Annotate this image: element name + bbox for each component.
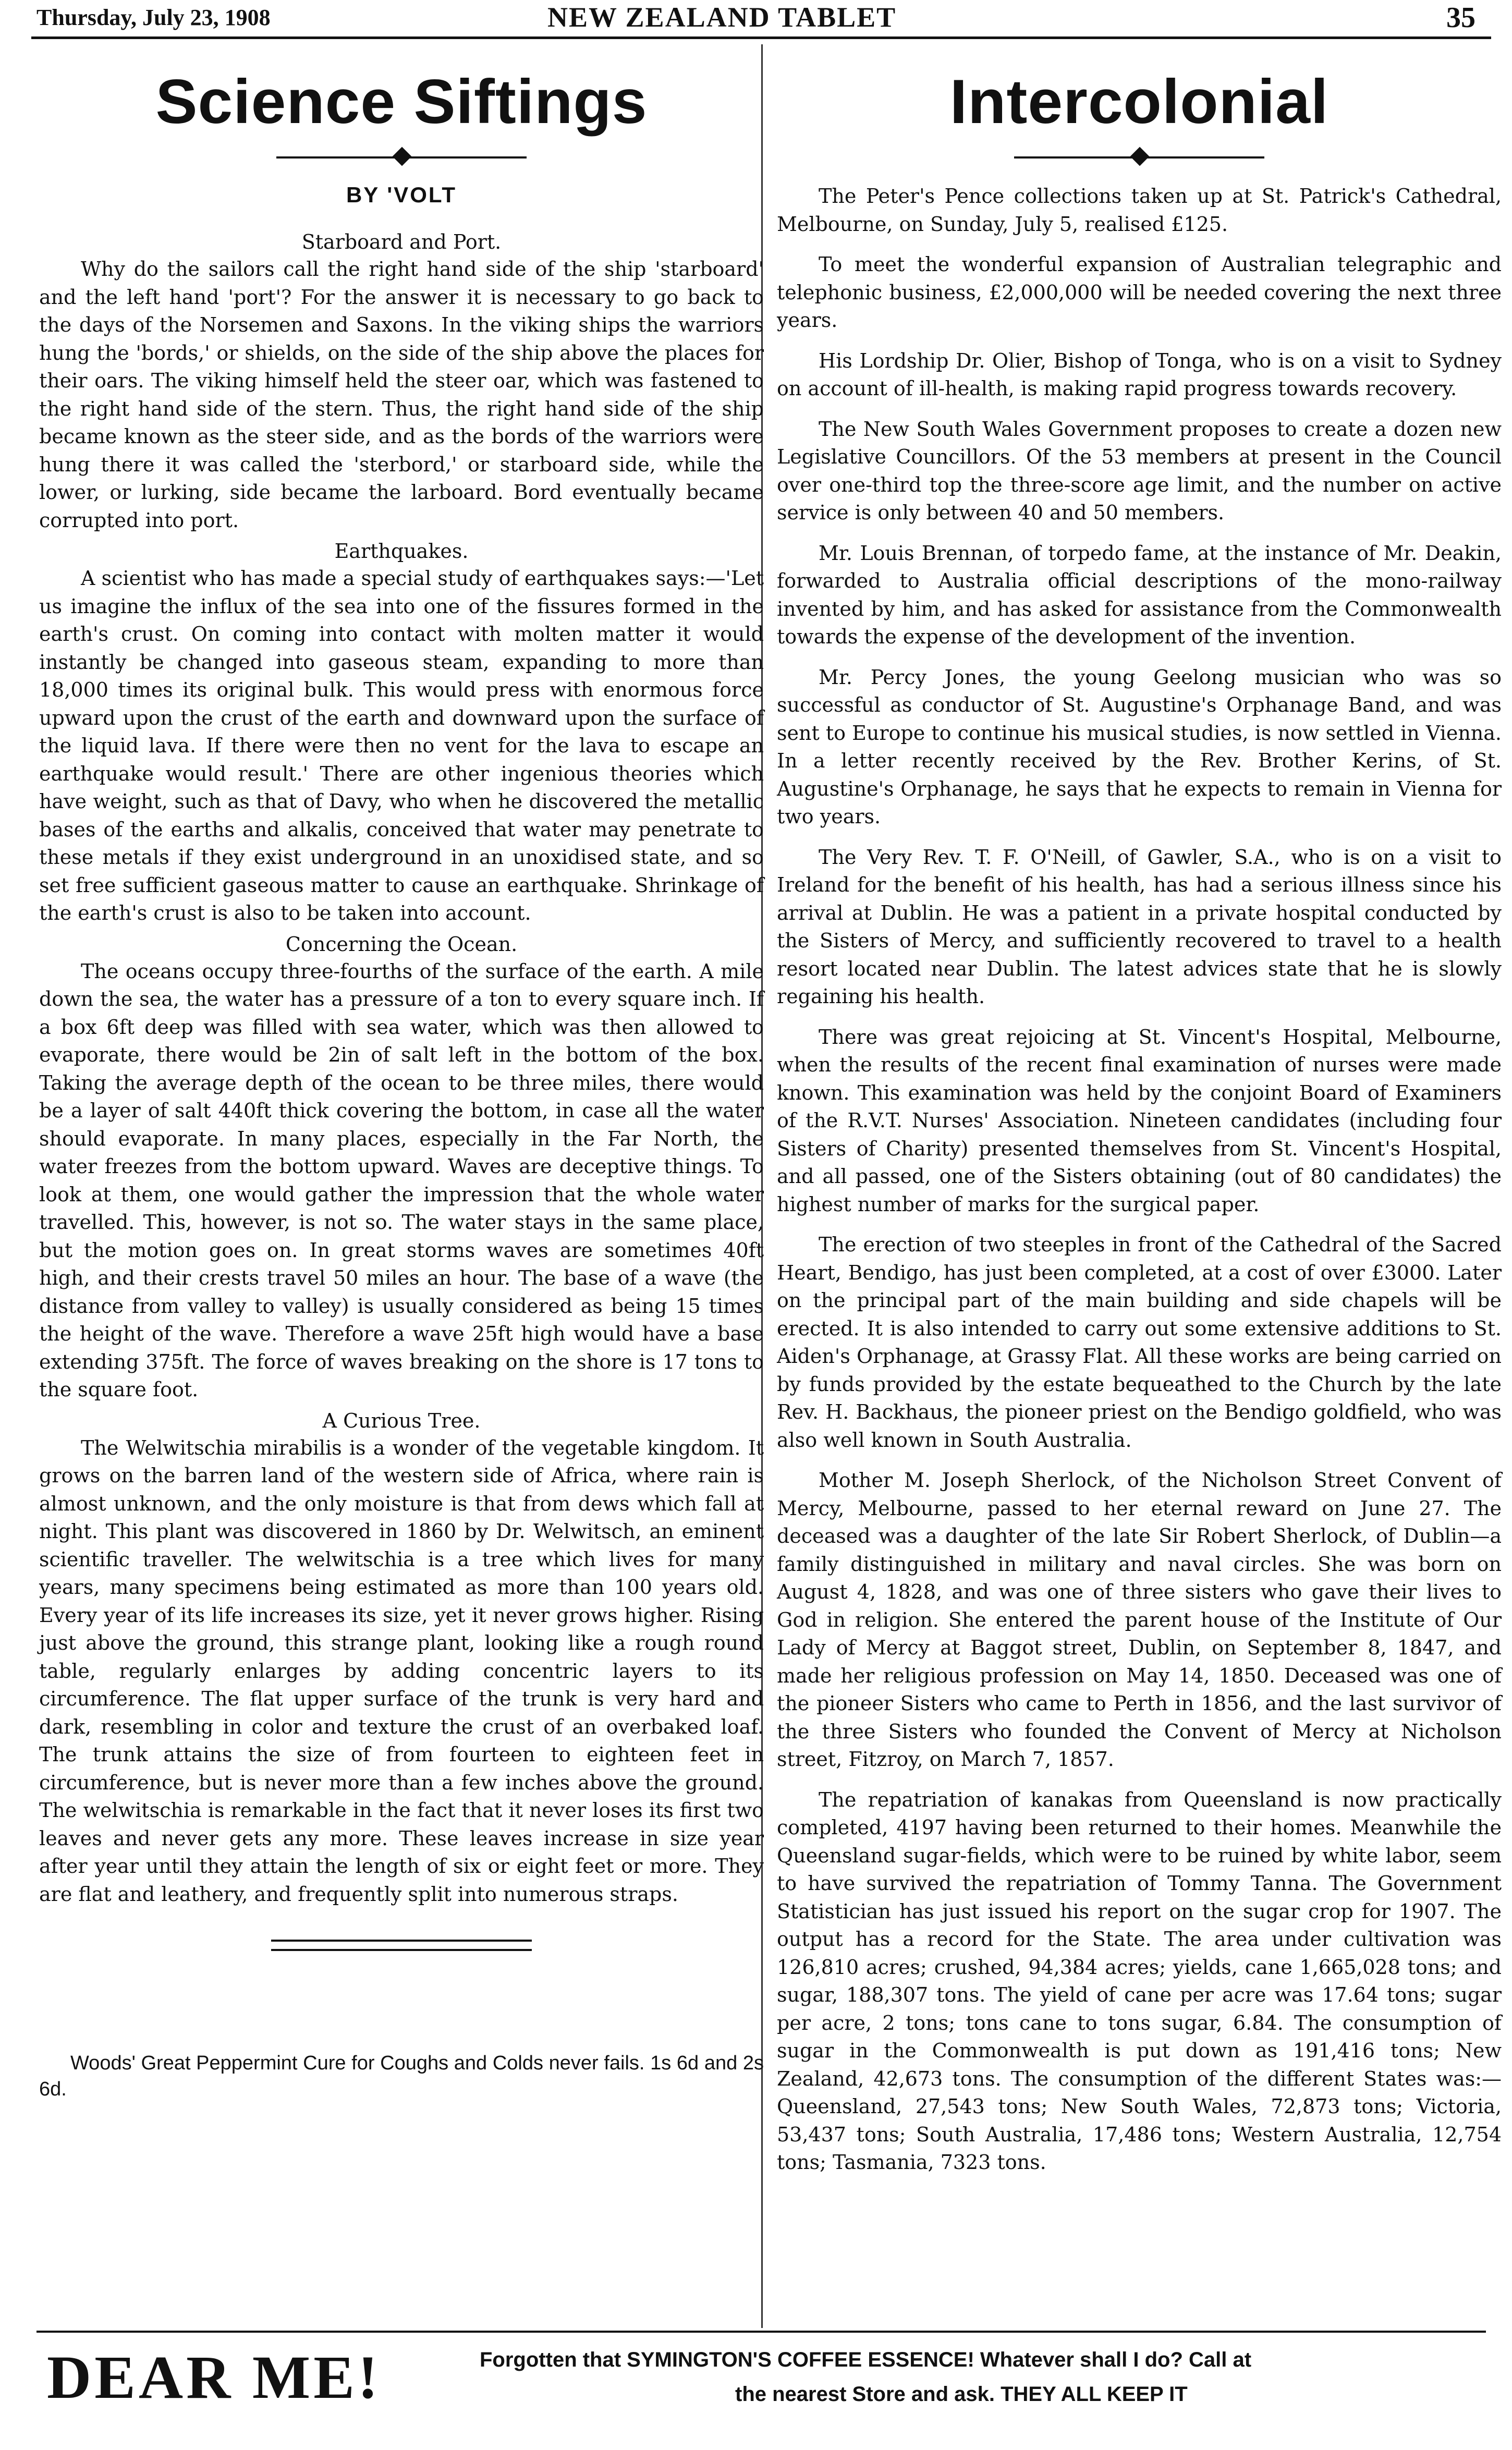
page-number: 35 xyxy=(1446,2,1476,34)
issue-date: Thursday, July 23, 1908 xyxy=(36,5,271,30)
article-paragraph: The oceans occupy three-fourths of the surface of the earth. A mile down the sea, the water has a pressure of a ton to every square inch. If a box 6ft deep was filled with sea water, which was then allowed to evaporate, there would be 2in of salt left in the bottom of the box. Taking the average depth of the ocean to be three miles, there would be a layer of salt 440ft thick covering the bottom, in case all the water should evaporate. In many places, especially in the Far North, the water freezes from the bottom upward. Waves are deceptive things. To look at them, one would gather the impression that the whole water travelled. This, however, is not so. The water stays in the same place, but the motion goes on. In great storms waves are sometimes 40ft high, and their crests travel 50 miles an hour. The base of a wave (the distance from valley to valley) is usually considered as being 15 times the height of the wave. Therefore a wave 25ft high would have a base extending 375ft. The force of waves breaking on the shore is 17 tons to the square foot. xyxy=(39,959,764,1401)
article-paragraph: The Welwitschia mirabilis is a wonder of the vegetable kingdom. It grows on the barren land of the western side of Africa, where rain is almost unknown, and the only moisture is that from dews which fall at night. This plant was discovered in 1860 by Dr. Welwitsch, an eminent scientific traveller. The welwitschia is a tree which lives for many years, many specimens being estimated as more than 100 years old. Every year of its life increases its size, yet it never grows higher. Rising just above the ground, this strange plant, looking like a rough round table, regularly enlarges by adding concentric layers to its circumference. The flat upper surface of the trunk is very hard and dark, resembling in color and texture the crust of an overbaked loaf. The trunk attains the size of from fourteen to eighteen feet in circumference, but is never more than a few inches above the ground. The welwitschia is remarkable in the fact that it never loses its first two leaves and never gets any more. These leaves increase in size year after year until they attain the length of six or eight feet or more. They are flat and leathery, and frequently split into numerous straps. xyxy=(39,1436,764,1906)
page-header xyxy=(31,0,1491,39)
article-heading: Earthquakes. xyxy=(334,540,469,563)
advert-text-line: the nearest Store and ask. THEY ALL KEEP IT xyxy=(735,2383,1188,2406)
section-title: Intercolonial xyxy=(949,67,1329,137)
news-item: The Very Rev. T. F. O'Neill, of Gawler, S.A., who is on a visit to Ireland for the benefit of his health, has had a serious illness since his arrival at Dublin. He was a patient in a private hospital conducted by the Sisters of Mercy, and sufficiently recovered to travel to a health resort located near Dublin. The latest advices state that he is slowly regaining his health. xyxy=(777,845,1502,1008)
article-heading: A Curious Tree. xyxy=(322,1409,481,1432)
article-paragraph: A scientist who has made a special study of earthquakes says:—'Let us imagine the influx of the sea into one of the fissures formed in the earth's crust. On coming into contact with molten matter it would instantly be changed into gaseous steam, expanding to more than 18,000 times its original bulk. This would press with enormous force upward upon the crust of the earth and downward upon the surface of the liquid lava. If there were then no vent for the lava to escape an earthquake would result.' There are other ingenious theories which have weight, such as that of Davy, who when he discovered the metallic bases of the earths and alkalis, conceived that water may penetrate to these metals if they exist underground in an unoxidised state, and so set free sufficient gaseous matter to cause an earthquake. Shrinkage of the earth's crust is also to be taken into account. xyxy=(39,567,764,924)
footer-advert xyxy=(36,2331,1486,2437)
ornament-divider xyxy=(39,147,764,168)
section-title: Science Siftings xyxy=(155,67,648,137)
news-item: Mr. Percy Jones, the young Geelong musician who was so successful as conductor of St. Augustine's Orphanage Band, and was sent to Europe to continue his musical studies, is now settled in Vienna. In a letter recently received by the Rev. Brother Kerins, of St. Augustine's Orphanage, he says that he expects to remain in Vienna for two years. xyxy=(777,665,1502,828)
news-item: Mother M. Joseph Sherlock, of the Nicholson Street Convent of Mercy, Melbourne, passed to her eternal reward on June 27. The deceased was a daughter of the late Sir Robert Sherlock, of Dublin—a family distinguished in military and naval circles. She was born on August 4, 1828, and was one of three sisters who gave their lives to God in religion. She entered the parent house of the Institute of Our Lady of Mercy at Baggot street, Dublin, on September 8, 1847, and made her religious profession on May 14, 1850. Deceased was one of the pioneer Sisters who came to Perth in 1856, and the last survivor of the three Sisters who founded the Convent of Mercy at Nicholson street, Fitzroy, on March 7, 1857. xyxy=(777,1469,1502,1771)
article-heading: Concerning the Ocean. xyxy=(285,932,518,956)
intercolonial-column xyxy=(777,47,1502,2189)
end-rule xyxy=(271,1940,532,1951)
news-item: The repatriation of kanakas from Queensland is now practically completed, 4197 having been returned to their homes. Meanwhile the Queensland sugar-fields, which were to be ruined by white labor, seem to have survived the repatriation of Tommy Tanna. The Government Statistician has just issued his report on the sugar crop for 1907. The output has a record for the State. The area under cultivation was 126,810 acres; crushed, 94,384 acres; yields, cane 1,665,028 tons; and sugar, 188,307 tons. The yield of cane per acre was 17.64 tons; sugar per acre, 2 tons; tons cane to tons sugar, 6.84. The consumption of sugar in the Commonwealth is put down as 191,416 tons; New Zealand, 42,673 tons. The consumption of the different States was:—Queensland, 27,543 tons; New South Wales, 72,873 tons; Victoria, 53,437 tons; South Australia, 17,486 tons; Western Australia, 12,754 tons; Tasmania, 7323 tons. xyxy=(777,1788,1502,2174)
peppermint-cure-advert: Woods' Great Peppermint Cure for Coughs and Colds never fails. 1s 6d and 2s 6d. xyxy=(39,2052,764,2100)
byline: BY 'VOLT xyxy=(346,182,457,207)
news-item: There was great rejoicing at St. Vincent's Hospital, Melbourne, when the results of the recent final examination of nurses were made known. This examination was held by the conjoint Board of Examiners of the R.V.T. Nurses' Association. Nineteen candidates (including four Sisters of Charity) presented themselves from St. Vincent's Hospital, and all passed, one of the Sisters obtaining (out of 80 candidates) the highest number of marks for the surgical paper. xyxy=(777,1025,1502,1216)
science-siftings-column xyxy=(39,47,764,2102)
news-item: His Lordship Dr. Olier, Bishop of Tonga, who is on a visit to Sydney on account of ill-health, is making rapid progress towards recovery. xyxy=(777,349,1502,400)
news-item: Mr. Louis Brennan, of torpedo fame, at the instance of Mr. Deakin, forwarded to Australia official descriptions of the mono-railway invented by him, and has asked for assistance from the Commonwealth towards the expense of the development of the invention. xyxy=(777,541,1502,648)
news-item: The erection of two steeples in front of the Cathedral of the Sacred Heart, Bendigo, has just been completed, at a cost of over £3000. Later on the principal part of the main building and side chapels will be erected. It is also intended to carry out some extensive additions to St. Aiden's Orphanage, at Grassy Flat. All these works are being carried on by funds provided by the estate bequeathed to the Church by the late Rev. H. Backhaus, the pioneer priest on the Bendigo goldfield, who was also well known in South Australia. xyxy=(777,1233,1502,1452)
news-item: To meet the wonderful expansion of Australian telegraphic and telephonic business, £2,000,000 will be needed covering the next three years. xyxy=(777,253,1502,332)
news-item: The New South Wales Government proposes to create a dozen new Legislative Councillors. Of the 53 members at present in the Council over one-third top the three-score age limit, and the number on active service is only between 40 and 50 members. xyxy=(777,417,1502,524)
newspaper-title: NEW ZEALAND TABLET xyxy=(547,2,897,33)
advert-text-line: Forgotten that SYMINGTON'S COFFEE ESSENCE! Whatever shall I do? Call at xyxy=(480,2348,1252,2371)
article-heading: Starboard and Port. xyxy=(301,230,502,253)
news-item: The Peter's Pence collections taken up at St. Patrick's Cathedral, Melbourne, on Sunday, July 5, realised £125. xyxy=(777,185,1502,236)
ornament-divider xyxy=(777,147,1502,168)
article-paragraph: Why do the sailors call the right hand side of the ship 'starboard' and the left hand 'port'? For the answer it is necessary to go back to the days of the Norsemen and Saxons. In the viking ships the warriors hung the 'bords,' or shields, on the side of the ship above the places for their oars. The viking himself held the steer oar, which was fastened to the right hand side of the stern. Thus, the right hand side of the ship became known as the steer side, and as the bords of the warriors were hung there it was called the 'sterbord,' or starboard side, while the lower, or lurking, side became the larboard. Bord eventually became corrupted into port. xyxy=(39,258,764,532)
advert-headline: DEAR ME! xyxy=(47,2343,382,2411)
